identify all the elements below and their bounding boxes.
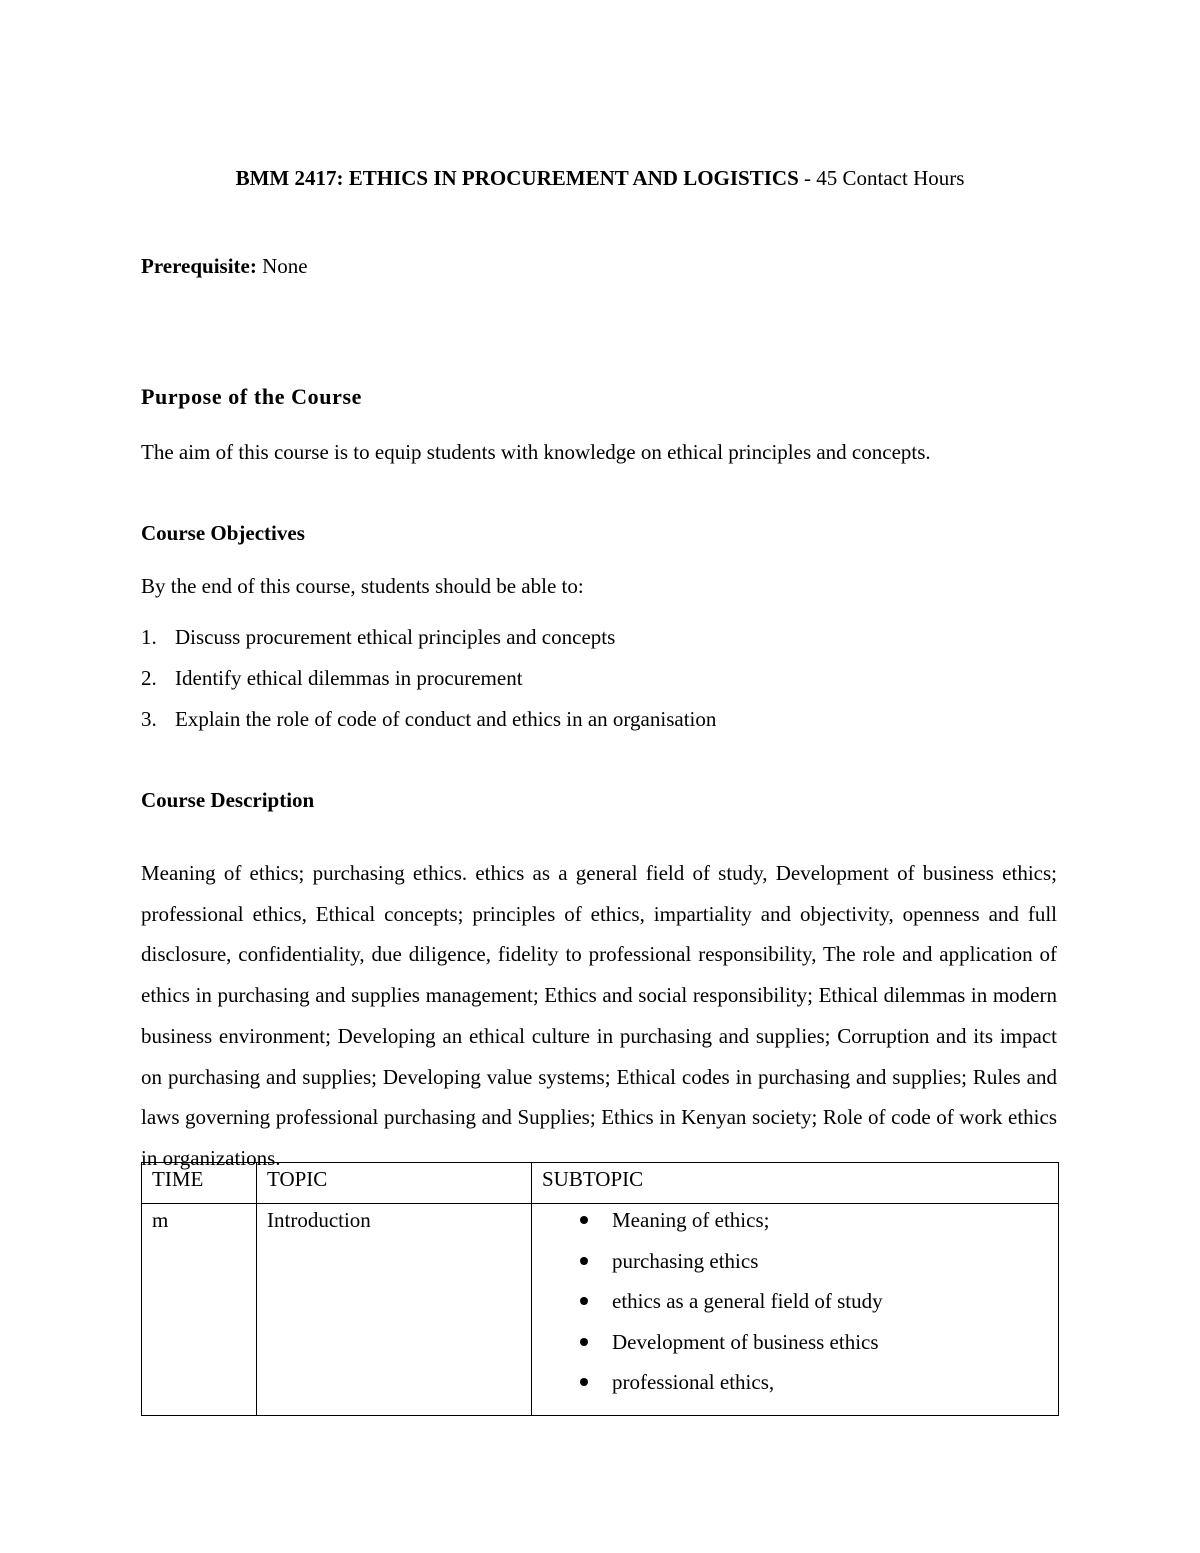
prerequisite-label: Prerequisite: xyxy=(141,254,257,278)
bullet-icon xyxy=(580,1338,588,1346)
cell-topic: Introduction xyxy=(257,1204,532,1416)
subtopic-item xyxy=(542,1249,1048,1290)
subtopic-item xyxy=(542,1370,1048,1411)
schedule-table xyxy=(141,1162,1059,1416)
subtopic-text: professional ethics, xyxy=(612,1370,775,1394)
bullet-icon xyxy=(580,1216,588,1224)
bullet-icon xyxy=(580,1297,588,1305)
bullet-icon xyxy=(580,1257,588,1265)
subtopic-item xyxy=(542,1289,1048,1330)
cell-subtopics xyxy=(532,1204,1059,1416)
subtopic-text: Development of business ethics xyxy=(612,1329,879,1354)
prerequisite-value: None xyxy=(256,254,308,278)
objective-text: Discuss procurement ethical principles and concepts xyxy=(175,625,616,649)
objective-number: 1. xyxy=(141,625,157,649)
objectives-heading: Course Objectives xyxy=(141,521,305,545)
header-topic: TOPIC xyxy=(257,1163,532,1204)
subtopic-list xyxy=(542,1208,1048,1415)
bullet-icon xyxy=(580,1378,588,1386)
header-subtopic: SUBTOPIC xyxy=(532,1163,1059,1204)
subtopic-item xyxy=(542,1208,1048,1249)
objective-text: Identify ethical dilemmas in procurement xyxy=(175,666,523,690)
cell-time: m xyxy=(142,1204,257,1416)
subtopic-text: purchasing ethics xyxy=(612,1248,759,1273)
objectives-intro: By the end of this course, students should be able to: xyxy=(141,574,584,598)
objective-text: Explain the role of code of conduct and ethics in an organisation xyxy=(175,707,717,731)
prerequisite-line xyxy=(141,254,308,279)
description-text: Meaning of ethics; purchasing ethics. ethics as a general field of study, Development of business ethics; professional ethics, Ethical concepts; principles of ethics, impartiality and objectivity, openness and full disclosure, confidentiality, due diligence, fidelity to professional responsibility, The role and application of ethics in purchasing and supplies management; Ethics and social responsibility; Ethical dilemmas in modern business environment; Developing an ethical culture in purchasing and supplies; Corruption and its impact on purchasing and supplies; Developing value systems; Ethical codes in purchasing and supplies; Rules and laws governing professional purchasing and Supplies; Ethics in Kenyan society; Role of code of work ethics in organizations. xyxy=(141,861,1057,1170)
description-heading: Course Description xyxy=(141,788,315,812)
header-time: TIME xyxy=(142,1163,257,1204)
contact-hours: - 45 Contact Hours xyxy=(798,166,965,190)
purpose-text: The aim of this course is to equip students with knowledge on ethical principles and concepts. xyxy=(141,440,931,464)
table-header-row xyxy=(142,1163,1059,1204)
table-row xyxy=(142,1204,1059,1416)
subtopic-text: Meaning of ethics; xyxy=(612,1208,770,1232)
course-code-title: BMM 2417: ETHICS IN PROCUREMENT AND LOGISTICS xyxy=(235,166,799,190)
subtopic-item xyxy=(542,1330,1048,1371)
objective-number: 2. xyxy=(141,666,157,690)
objective-number: 3. xyxy=(141,707,157,731)
course-title xyxy=(0,166,1200,191)
subtopic-text: ethics as a general field of study xyxy=(612,1289,883,1313)
purpose-heading: Purpose of the Course xyxy=(141,384,362,409)
